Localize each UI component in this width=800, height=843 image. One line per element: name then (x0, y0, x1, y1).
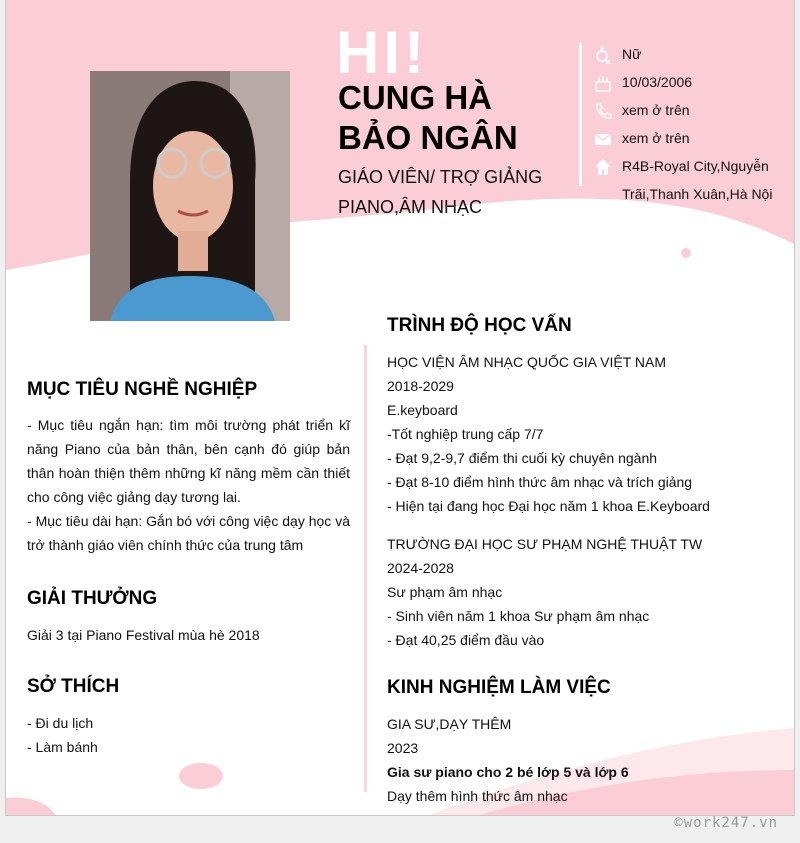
gender-icon (594, 46, 612, 64)
school-detail: - Đạt 40,25 điểm đầu vào (387, 632, 545, 648)
objective-section (27, 413, 350, 557)
experience-company: GIA SƯ,DẠY THÊM (387, 716, 512, 732)
info-address (594, 157, 772, 208)
watermark: ©work247.vn (674, 815, 778, 831)
column-divider (364, 345, 367, 792)
info-gender: Nữ (594, 45, 641, 68)
experience-description: Dạy thêm hình thức âm nhạc (387, 788, 568, 804)
job-title-line-2: PIANO,ÂM NHẠC (338, 197, 483, 217)
school-major: Sư phạm âm nhạc (387, 584, 503, 600)
left-column (27, 378, 350, 759)
info-divider (579, 43, 582, 186)
name-line-2: BẢO NGÂN (338, 119, 518, 156)
objective-heading: MỤC TIÊU NGHỀ NGHIỆP (27, 379, 258, 400)
hi-decoration: HI! (336, 30, 428, 76)
experience-position: Gia sư piano cho 2 bé lớp 5 và lớp 6 (387, 764, 629, 780)
email-icon (594, 130, 612, 148)
experience-year: 2023 (387, 740, 419, 756)
objective-long-term: - Mục tiêu dài hạn: Gắn bó với công việc dạy học và trở thành giáo viên chính thức của trung tâm (27, 513, 350, 553)
home-icon (594, 158, 612, 176)
info-birthday: 10/03/2006 (594, 73, 692, 96)
award-item: Giải 3 tại Piano Festival mùa hè 2018 (27, 627, 260, 643)
education-school-1 (387, 350, 787, 518)
info-email: xem ở trên (594, 129, 690, 152)
candidate-name (338, 78, 518, 158)
school-detail: - Đạt 9,2-9,7 điểm thi cuối kỳ chuyên ngành (387, 450, 658, 466)
cv-page (5, 0, 795, 816)
objective-short-term: - Mục tiêu ngắn hạn: tìm môi trường phát triển kĩ năng Piano của bản thân, bên cạnh đó giúp bản thân hoàn thiện thêm những kĩ năng mềm cần thiết cho công việc giảng dạy tương lai. (27, 417, 350, 505)
experience-item (387, 712, 787, 808)
hobby-item: - Đi du lịch (27, 715, 94, 731)
hobbies-heading: SỞ THÍCH (27, 676, 120, 697)
profile-photo (90, 71, 290, 321)
hobbies-list (27, 711, 350, 759)
info-phone: xem ở trên (594, 101, 690, 124)
name-line-1: CUNG HÀ (338, 79, 492, 116)
school-detail: -Tốt nghiệp trung cấp 7/7 (387, 426, 544, 442)
school-name: TRƯỜNG ĐẠI HỌC SƯ PHẠM NGHỆ THUẬT TW (387, 536, 703, 552)
education-school-2 (387, 532, 787, 652)
job-title (338, 162, 542, 222)
experience-heading: KINH NGHIỆM LÀM VIỆC (387, 677, 611, 698)
awards-heading: GIẢI THƯỞNG (27, 588, 158, 609)
hobby-item: - Làm bánh (27, 739, 98, 755)
birthday-cake-icon (594, 74, 612, 92)
school-name: HỌC VIỆN ÂM NHẠC QUỐC GIA VIỆT NAM (387, 354, 667, 370)
school-years: 2018-2029 (387, 378, 454, 394)
school-detail: - Sinh viên năm 1 khoa Sư phạm âm nhạc (387, 608, 650, 624)
school-years: 2024-2028 (387, 560, 454, 576)
address-line-2: Trãi,Thanh Xuân,Hà Nội (622, 186, 773, 202)
school-major: E.keyboard (387, 402, 458, 418)
phone-icon (594, 102, 612, 120)
education-heading: TRÌNH ĐỘ HỌC VẤN (387, 315, 572, 336)
school-detail: - Đạt 8-10 điểm hình thức âm nhạc và trích giảng (387, 474, 693, 490)
school-detail: - Hiện tại đang học Đại học năm 1 khoa E.Keyboard (387, 498, 710, 514)
right-column (387, 314, 787, 808)
address-line-1: R4B-Royal City,Nguyễn (622, 158, 769, 174)
job-title-line-1: GIÁO VIÊN/ TRỢ GIẢNG (338, 167, 543, 187)
